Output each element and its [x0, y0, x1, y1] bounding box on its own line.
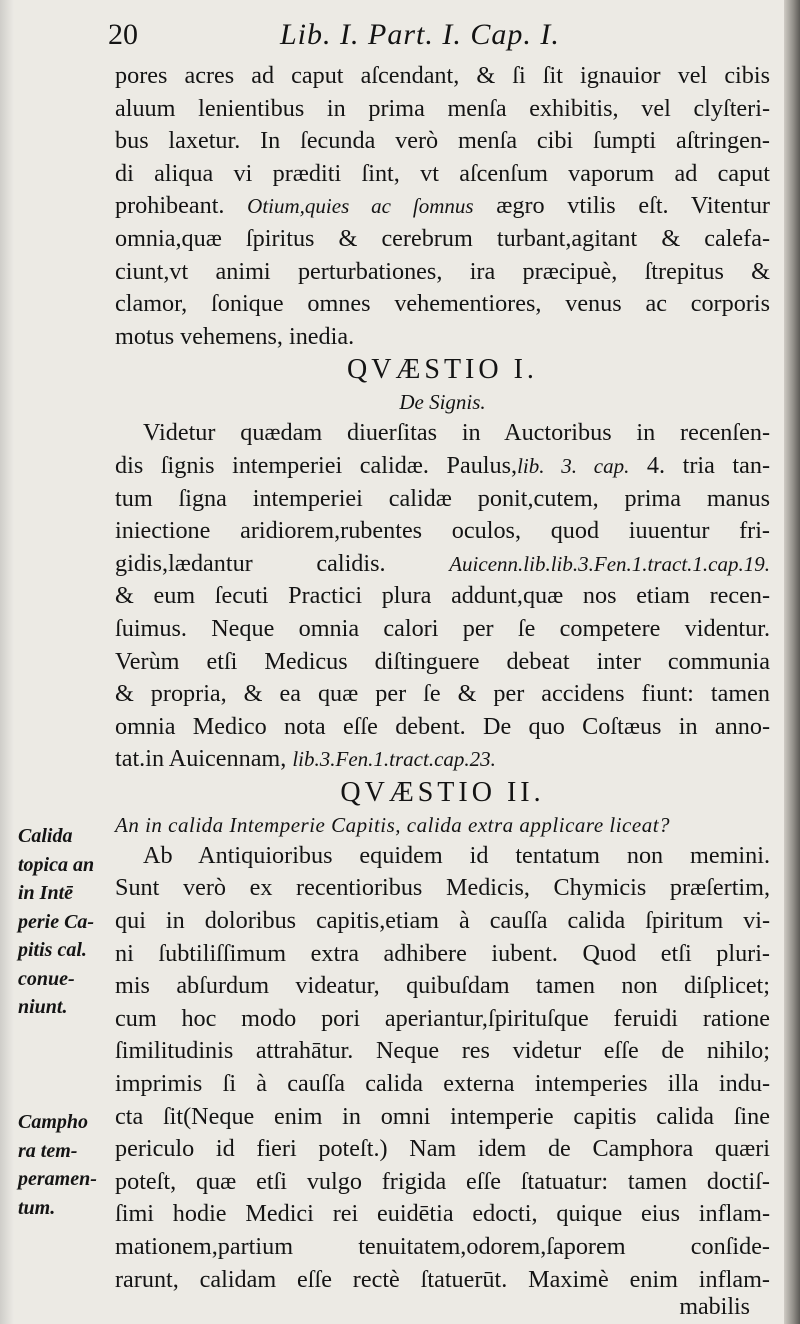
section-subheading: De Signis. — [399, 390, 486, 415]
catchword: mabilis — [679, 1294, 750, 1320]
text-line: mis abſurdum videatur, quibuſdam tamen non diſplicet; — [115, 972, 770, 1000]
section-heading: QVÆSTIO I. — [347, 354, 538, 386]
text-line: & eum ſecuti Practici plura addunt,quæ nos etiam recen- — [115, 582, 770, 610]
margin-note-line: topica an — [18, 853, 95, 876]
text-line: omnia Medico nota eſſe debent. De quo Coſtæus in anno- — [115, 712, 770, 740]
text-run: prohibeant. — [115, 192, 248, 220]
running-head: Lib. I. Part. I. Cap. I. — [280, 18, 560, 51]
text-line: ciunt,vt animi perturbationes, ira præcipuè, ſtrepitus & — [115, 257, 770, 285]
text-run: ægro vtilis eſt. Vitentur — [473, 192, 770, 220]
text-line: clamor, ſonique omnes vehementiores, venus ac corporis — [115, 290, 770, 318]
italic-run: Otium,quies ac ſomnus — [247, 194, 474, 219]
margin-note-line: in Intē — [18, 882, 74, 904]
page-edge — [784, 0, 800, 1324]
text-line: bus laxetur. In ſecunda verò menſa cibi ſumpti aſtringen- — [115, 127, 770, 155]
italic-run: lib. 3. cap. — [517, 453, 630, 478]
text-run: dis ſignis intemperiei calidæ. Paulus, — [115, 451, 518, 479]
text-line: mationem,partium tenuitatem,odorem,ſaporem conſide- — [115, 1233, 770, 1260]
gutter-shadow — [0, 0, 14, 1324]
margin-note-camphora — [18, 1108, 118, 1222]
text-line: aluum lenientibus in prima menſa exhibitis, vel clyſteri- — [115, 94, 770, 122]
text-line: cta ſit(Neque enim in omni intemperie capitis calida ſine — [115, 1102, 770, 1130]
margin-note-calida-topica — [18, 822, 118, 1022]
text-line: Videtur quædam diuerſitas in Auctoribus in recenſen- — [143, 419, 770, 447]
text-line: pores acres ad caput aſcendant, & ſi ſit ignauior vel cibis — [115, 62, 770, 89]
text-line: omnia,quæ ſpiritus & cerebrum turbant,agitant & calefa- — [115, 224, 770, 252]
text-line: ſimilitudinis attrahātur. Neque res videtur eſſe de nihilo; — [115, 1037, 770, 1065]
text-line: imprimis ſi à cauſſa calida externa intemperies illa indu- — [115, 1070, 770, 1098]
text-line — [115, 190, 770, 223]
margin-note-line: conue- — [18, 967, 75, 990]
section-subheading: An in calida Intemperie Capitis, calida extra applicare liceat? — [115, 812, 671, 837]
margin-note-line: Campho — [18, 1111, 89, 1133]
text-line: Ab Antiquioribus equidem id tentatum non memini. — [143, 841, 770, 869]
text-line: tum ſigna intemperiei calidæ ponit,cutem, prima manus — [115, 484, 770, 512]
text-line: poteſt, quæ etſi vulgo frigida eſſe ſtatuatur: tamen doctiſ- — [115, 1167, 770, 1195]
text-run: tat.in Auicennam, — [115, 745, 293, 773]
text-line: di aliqua vi præditi ſint, vt aſcenſum vaporum ad caput — [115, 159, 770, 187]
margin-note-line: Calida — [18, 825, 73, 847]
margin-note-line: niunt. — [18, 996, 68, 1018]
text-line: Sunt verò ex recentioribus Medicis, Chymicis præſertim, — [115, 874, 770, 902]
text-run: 4. tria tan- — [629, 451, 770, 479]
section-heading: QVÆSTIO II. — [340, 776, 545, 808]
text-run: gidis,lædantur calidis. — [115, 549, 450, 577]
page-header — [108, 18, 788, 58]
text-line: ni ſubtiliſſimum extra adhibere iubent. Quod etſi pluri- — [115, 939, 770, 967]
text-line: qui in doloribus capitis,etiam à cauſſa calida ſpiritum vi- — [115, 907, 770, 935]
italic-run: lib.3.Fen.1.tract.cap.23. — [292, 747, 496, 772]
text-line — [115, 548, 770, 581]
text-line: iniectione aridiorem,rubentes oculos, quod iuuentur fri- — [115, 517, 770, 545]
main-text-column — [115, 60, 770, 1296]
margin-note-line: pitis cal. — [18, 939, 87, 961]
text-line: motus vehemens, inedia. — [115, 322, 355, 350]
text-line: periculo id fieri poteſt.) Nam idem de Camphora quæri — [115, 1135, 770, 1163]
margin-note-line: ra tem- — [18, 1139, 78, 1162]
text-line: & propria, & ea quæ per ſe & per accidens fiunt: tamen — [115, 680, 770, 708]
text-line: ſimi hodie Medici rei euidētia edocti, quique eius inflam- — [115, 1200, 770, 1228]
margin-note-line: peramen- — [18, 1168, 97, 1190]
page-number: 20 — [108, 18, 138, 51]
text-line: Verùm etſi Medicus diſtinguere debeat inter communia — [115, 647, 770, 675]
text-line — [115, 743, 770, 776]
italic-run: Auicenn.lib.lib.3.Fen.1.tract.1.cap.19. — [449, 551, 770, 576]
text-line: ſuimus. Neque omnia calori per ſe competere videntur. — [115, 614, 770, 642]
margin-note-line: tum. — [18, 1196, 56, 1219]
text-line: rarunt, calidam eſſe rectè ſtatuerūt. Maximè enim inflam- — [115, 1265, 770, 1293]
margin-note-line: perie Ca- — [18, 910, 95, 933]
text-line: cum hoc modo pori aperiantur,ſpirituſque feruidi ratione — [115, 1004, 770, 1032]
text-line — [115, 450, 770, 483]
